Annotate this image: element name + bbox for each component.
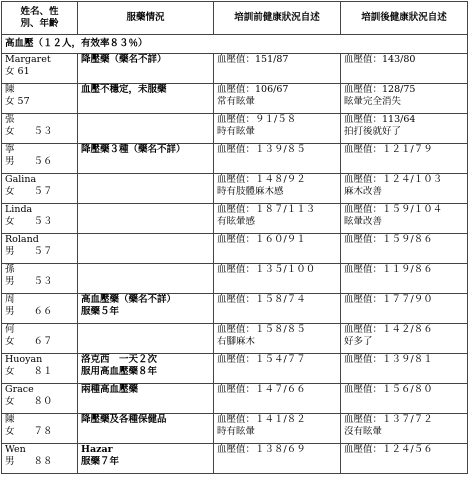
medication-cell (78, 174, 214, 204)
after-cell (341, 234, 468, 264)
after-cell (341, 114, 468, 144)
person-cell-line: 女 57 (5, 96, 30, 107)
table-row (2, 84, 468, 114)
medication-cell (78, 384, 214, 414)
table-row (2, 144, 468, 174)
before-cell-line: 血壓值：１３８/６９ (217, 444, 306, 455)
table-row (2, 414, 468, 444)
medication-cell (78, 144, 214, 174)
medication-cell-line: Hazar (81, 444, 113, 455)
person-cell-line: 男 ５３ (5, 276, 53, 287)
after-cell-line: 血壓值：143/80 (344, 54, 416, 65)
before-cell (214, 324, 341, 354)
group-row (2, 35, 468, 54)
after-cell (341, 324, 468, 354)
after-cell-line: 血壓值：１３７/７２ (344, 414, 433, 425)
person-cell (2, 234, 78, 264)
table-row (2, 324, 468, 354)
before-cell-line: 右腳麻木 (217, 336, 256, 347)
person-cell-line: 男 ５７ (5, 246, 53, 257)
medication-cell (78, 54, 214, 84)
header-row (2, 2, 468, 35)
before-cell (214, 144, 341, 174)
after-cell (341, 294, 468, 324)
before-cell (214, 204, 341, 234)
after-cell (341, 204, 468, 234)
person-cell-line: Galina (5, 174, 37, 185)
after-cell (341, 354, 468, 384)
person-cell (2, 354, 78, 384)
after-cell-line: 血壓值：128/75 (344, 84, 416, 95)
person-cell-line: 女 ８１ (5, 366, 53, 377)
person-cell (2, 324, 78, 354)
person-cell (2, 114, 78, 144)
person-cell-line: 女 ５３ (5, 216, 53, 227)
after-cell-line: 沒有眩暈 (344, 426, 383, 437)
before-cell-line: 有眩暈感 (217, 216, 256, 227)
person-cell-line: 男 ８８ (5, 456, 53, 467)
before-cell-line: 血壓值：151/87 (217, 54, 289, 65)
person-cell-line: Margaret (5, 54, 51, 65)
after-cell (341, 414, 468, 444)
before-cell-line: 血壓值：１６０/９１ (217, 234, 306, 245)
after-cell-line: 眩暈完全消失 (344, 96, 402, 107)
before-cell (214, 54, 341, 84)
person-cell (2, 264, 78, 294)
medication-cell-line: 血壓不穩定，未服藥 (81, 84, 167, 95)
before-cell-line: 常有眩暈 (217, 96, 256, 107)
medication-cell (78, 324, 214, 354)
person-cell-line: 何 (5, 324, 15, 335)
person-cell-line: 女 ６７ (5, 336, 53, 347)
after-cell (341, 264, 468, 294)
after-cell-line: 眩暈改善 (344, 216, 383, 227)
before-cell-line: 時有眩暈 (217, 426, 256, 437)
after-cell-line: 血壓值：１５９/１０４ (344, 204, 443, 215)
table-row (2, 54, 468, 84)
person-cell-line: Huoyan (5, 354, 43, 365)
medication-cell-line: 兩種高血壓藥 (81, 384, 139, 395)
before-cell-line: 血壓值：１３９/８５ (217, 144, 306, 155)
person-cell-line: 陳 (5, 84, 15, 95)
medication-cell-line: 服藥７年 (81, 456, 120, 467)
before-cell (214, 444, 341, 474)
after-cell (341, 384, 468, 414)
medication-cell (78, 114, 214, 144)
before-cell-line: 血壓值：１５８/７４ (217, 294, 306, 305)
person-cell-line: 女 ７８ (5, 426, 53, 437)
person-cell (2, 384, 78, 414)
table-row (2, 264, 468, 294)
before-cell (214, 354, 341, 384)
medication-cell (78, 84, 214, 114)
person-cell-line: 女 ５３ (5, 126, 53, 137)
person-cell-line: 孫 (5, 264, 15, 275)
medication-cell-line: 降壓藥及各種保健品 (81, 414, 167, 425)
after-cell-line: 血壓值：１５９/８６ (344, 234, 433, 245)
before-cell (214, 234, 341, 264)
medication-cell-line: 降壓藥（藥名不詳） (81, 54, 167, 65)
after-cell-line: 血壓值：113/64 (344, 114, 416, 125)
person-cell-line: 陳 (5, 414, 15, 425)
table-row (2, 174, 468, 204)
person-cell-line: Grace (5, 384, 34, 395)
person-cell-line: 周 (5, 294, 15, 305)
before-cell (214, 114, 341, 144)
person-cell-line: 張 (5, 114, 15, 125)
after-cell-line: 好多了 (344, 336, 373, 347)
header-after-training: 培訓後健康狀況自述 (341, 2, 468, 35)
medication-cell-line: 降壓藥３種（藥名不詳） (81, 144, 186, 155)
medication-cell (78, 444, 214, 474)
table-row (2, 204, 468, 234)
group-label-hypertension: 高血壓（１２人，有效率８３％） (2, 35, 468, 54)
header-name-gender-age: 姓名、性 別、年齡 (2, 2, 78, 35)
medication-cell (78, 264, 214, 294)
after-cell (341, 54, 468, 84)
after-cell (341, 174, 468, 204)
before-cell (214, 264, 341, 294)
header-medication: 服藥情況 (78, 2, 214, 35)
after-cell-line: 血壓值：１５６/８０ (344, 384, 433, 395)
before-cell (214, 414, 341, 444)
person-cell-line: Linda (5, 204, 33, 215)
after-cell (341, 444, 468, 474)
after-cell-line: 拍打後就好了 (344, 126, 402, 137)
before-cell-line: 血壓值：１４８/９２ (217, 174, 306, 185)
after-cell-line: 血壓值：１２４/１０３ (344, 174, 443, 185)
person-cell-line: 男 ６６ (5, 306, 53, 317)
after-cell-line: 血壓值：１２４/５６ (344, 444, 433, 455)
table-row (2, 354, 468, 384)
medication-cell (78, 234, 214, 264)
after-cell-line: 血壓值：１１９/８６ (344, 264, 433, 275)
before-cell-line: 血壓值：１５４/７７ (217, 354, 306, 365)
person-cell-line: 女 61 (5, 66, 30, 77)
before-cell (214, 84, 341, 114)
person-cell-line: 女 ５７ (5, 186, 53, 197)
person-cell (2, 444, 78, 474)
person-cell (2, 174, 78, 204)
before-cell (214, 384, 341, 414)
results-table (1, 1, 468, 474)
before-cell (214, 294, 341, 324)
person-cell-line: Roland (5, 234, 39, 245)
after-cell (341, 144, 468, 174)
person-cell (2, 294, 78, 324)
before-cell-line: 血壓值：１８７/１１３ (217, 204, 316, 215)
person-cell-line: 女 ８０ (5, 396, 53, 407)
medication-cell (78, 204, 214, 234)
table-row (2, 234, 468, 264)
person-cell-line: Wen (5, 444, 26, 455)
before-cell-line: 血壓值：１５８/８５ (217, 324, 306, 335)
medication-cell-line: 服藥５年 (81, 306, 120, 317)
person-cell (2, 144, 78, 174)
person-cell (2, 414, 78, 444)
person-cell (2, 204, 78, 234)
before-cell-line: 時有肢體麻木感 (217, 186, 284, 197)
after-cell-line: 血壓值：１２１/７９ (344, 144, 433, 155)
header-before-training: 培訓前健康狀況自述 (214, 2, 341, 35)
before-cell-line: 血壓值：１３５/１００ (217, 264, 316, 275)
after-cell-line: 血壓值：１４２/８６ (344, 324, 433, 335)
person-cell-line: 男 ５６ (5, 156, 53, 167)
medication-cell (78, 414, 214, 444)
medication-cell-line: 高血壓藥（藥名不詳） (81, 294, 177, 305)
before-cell (214, 174, 341, 204)
table-row (2, 444, 468, 474)
table-row (2, 114, 468, 144)
person-cell (2, 84, 78, 114)
after-cell (341, 84, 468, 114)
before-cell-line: 血壓值：９１/５８ (217, 114, 297, 125)
medication-cell (78, 294, 214, 324)
medication-cell (78, 354, 214, 384)
after-cell-line: 血壓值：１３９/８１ (344, 354, 433, 365)
before-cell-line: 血壓值：１４７/６６ (217, 384, 306, 395)
before-cell-line: 時有眩暈 (217, 126, 256, 137)
after-cell-line: 麻木改善 (344, 186, 383, 197)
person-cell (2, 54, 78, 84)
before-cell-line: 血壓值：106/67 (217, 84, 289, 95)
before-cell-line: 血壓值：１４１/８２ (217, 414, 306, 425)
after-cell-line: 血壓值：１７７/９０ (344, 294, 433, 305)
table-row (2, 384, 468, 414)
table-row (2, 294, 468, 324)
medication-cell-line: 服用高血壓藥８年 (81, 366, 158, 377)
medication-cell-line: 洛克西 一天２次 (81, 354, 158, 365)
person-cell-line: 寧 (5, 144, 15, 155)
